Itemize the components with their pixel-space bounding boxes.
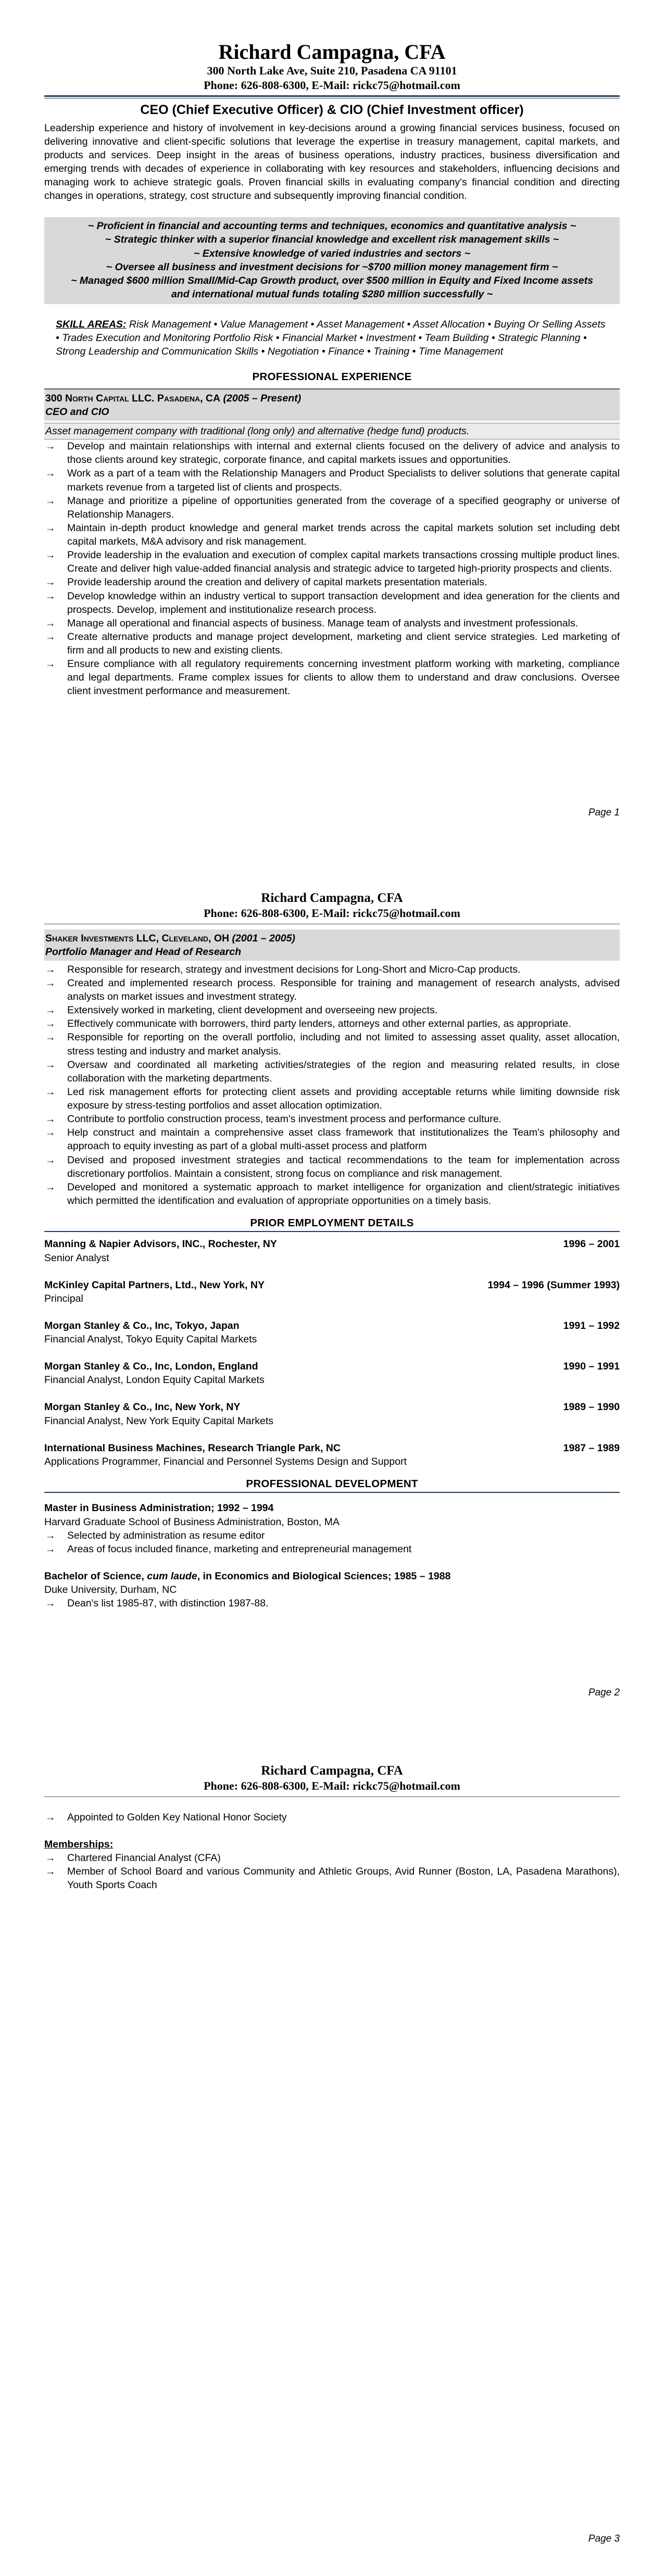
job-description: Asset management company with traditional (long only) and alternative (hedge fund) products.	[44, 423, 620, 439]
list-item	[44, 617, 620, 630]
bullet-text: Extensively worked in marketing, client development and overseeing new projects.	[67, 1004, 438, 1016]
page-2	[0, 854, 664, 1713]
school: Duke University, Durham, NC	[44, 1584, 177, 1596]
arrow-icon: →	[45, 977, 56, 989]
section-divider	[44, 1492, 620, 1493]
arrow-icon: →	[45, 441, 56, 453]
list-item	[44, 521, 620, 548]
phone-email: Phone: 626-808-6300, E-Mail: rickc75@hotmail.com	[204, 1779, 460, 1792]
arrow-icon: →	[45, 1018, 56, 1030]
job-header	[44, 388, 620, 421]
education-bullets	[44, 1597, 620, 1610]
list-item	[44, 657, 620, 698]
job-dates: (2001 – 2005)	[232, 932, 295, 944]
employment-dates: 1991 – 1992	[563, 1320, 620, 1331]
list-item	[44, 1400, 620, 1427]
job-bullets	[44, 963, 620, 1208]
employment-dates: 1990 – 1991	[563, 1361, 620, 1373]
bullet-text: Dean's list 1985-87, with distinction 1987-88.	[67, 1598, 269, 1610]
arrow-icon: →	[45, 1181, 56, 1193]
bullet-text: Provide leadership around the creation and delivery of capital markets presentation materials.	[67, 576, 487, 588]
list-item	[44, 963, 620, 976]
bullet-text: Member of School Board and various Community and Athletic Groups, Avid Runner (Boston, LA, Pasadena Marathons), Youth Sports Coach	[67, 1865, 620, 1891]
bullet-text: Develop knowledge within an industry vertical to support transaction development and idea generation for the clients and prospects. Develop, implement and institutionalize research process.	[67, 590, 620, 615]
phone-email: Phone: 626-808-6300, E-Mail: rickc75@hotmail.com	[204, 907, 460, 920]
arrow-icon: →	[45, 495, 56, 507]
employer: Morgan Stanley & Co., Inc, London, England	[44, 1361, 258, 1373]
arrow-icon: →	[45, 1852, 56, 1864]
list-item	[44, 1180, 620, 1208]
arrow-icon: →	[45, 1127, 56, 1139]
list-item	[44, 1058, 620, 1085]
highlights-box	[44, 217, 620, 304]
address: 300 North Lake Ave, Suite 210, Pasadena CA 91101	[207, 64, 457, 77]
education-mba	[44, 1501, 620, 1556]
prior-employment-list	[44, 1237, 620, 1468]
skill-areas	[56, 318, 608, 358]
degree-text: , in Economics and Biological Sciences; 1985 – 1988	[197, 1570, 451, 1582]
list-item	[44, 630, 620, 657]
list-item	[44, 467, 620, 494]
arrow-icon: →	[45, 1113, 56, 1125]
page-1	[0, 0, 664, 854]
arrow-icon: →	[45, 1598, 56, 1610]
page-number: Page 1	[588, 807, 620, 818]
bullet-text: Led risk management efforts for protecting client assets and providing acceptable returns while limiting downside risk exposure by stress-testing portfolios and asset allocation optimization.	[67, 1086, 620, 1111]
list-item	[44, 1031, 620, 1058]
arrow-icon: →	[45, 468, 56, 480]
arrow-icon: →	[45, 1004, 56, 1016]
page-number: Page 3	[588, 2533, 620, 2544]
arrow-icon: →	[45, 1543, 56, 1555]
arrow-icon: →	[45, 1154, 56, 1166]
arrow-icon: →	[45, 658, 56, 670]
page-number: Page 2	[588, 1687, 620, 1698]
bullet-text: Maintain in-depth product knowledge and general market trends across the capital markets solution set including debt capital markets, M&A advisory and risk management.	[67, 522, 620, 548]
highlight-line: and international mutual funds totaling $280 million successfully ~	[171, 288, 493, 300]
list-item	[44, 1441, 620, 1468]
education-bs	[44, 1569, 620, 1610]
candidate-name: Richard Campagna, CFA	[261, 891, 403, 905]
list-item	[44, 1851, 620, 1865]
school: Harvard Graduate School of Business Administration, Boston, MA	[44, 1516, 340, 1528]
employment-role: Principal	[44, 1292, 83, 1304]
bullet-text: Develop and maintain relationships with internal and external clients focused on the delivery of advice and analysis to those clients around key strategic, corporate finance, and capital markets issues and opportunities.	[67, 441, 620, 466]
job-company: 300 North Capital LLC. Pasadena, CA	[45, 392, 221, 404]
employment-role: Senior Analyst	[44, 1252, 109, 1264]
arrow-icon: →	[45, 1086, 56, 1098]
list-item	[44, 1003, 620, 1017]
list-item	[44, 1017, 620, 1031]
bullet-text: Provide leadership in the evaluation and execution of complex capital markets transactions crossing multiple product lines. Create and deliver high value-added financial analysis and strategic advice to targeted high-priority prospects and clients.	[67, 549, 620, 575]
employment-dates: 1987 – 1989	[563, 1442, 620, 1454]
job-title: CEO and CIO	[45, 406, 109, 418]
employment-dates: 1996 – 2001	[563, 1238, 620, 1250]
bullet-text: Work as a part of a team with the Relationship Managers and Product Specialists to deliver solutions that generate capital markets revenue from a targeted list of clients and prospects.	[67, 468, 620, 493]
summary: Leadership experience and history of involvement in key-decisions around a growing financial services business, focused on delivering innovative and client-specific solutions that leverage the expertise in treasury management, capital markets, and products and services. Deep insight in the areas of business operations, industry practices, business diversification and emerging trends with decades of experience in collaborating with key resources and stakeholders, influencing decisions and managing work to achieve strategic goals. Proven financial skills in evaluating company's financial condition and directing changes in operations, strategy, cost structure and subsequently improving financial condition.	[44, 122, 620, 202]
employment-role: Financial Analyst, Tokyo Equity Capital Markets	[44, 1334, 257, 1346]
candidate-name: Richard Campagna, CFA	[218, 40, 446, 64]
bullet-text: Responsible for research, strategy and investment decisions for Long-Short and Micro-Cap products.	[67, 963, 521, 975]
arrow-icon: →	[45, 1865, 56, 1877]
job-header	[44, 929, 620, 961]
page-3-content	[44, 1763, 620, 1892]
bullet-text: Appointed to Golden Key National Honor Society	[67, 1811, 287, 1823]
list-item	[44, 976, 620, 1003]
job-title: Portfolio Manager and Head of Research	[45, 946, 241, 958]
job-bullets	[44, 439, 620, 698]
section-title-professional-development: PROFESSIONAL DEVELOPMENT	[246, 1477, 418, 1490]
bullet-text: Help construct and maintain a comprehensive asset class framework that institutionalizes the Team's philosophy and approach to equity investing as part of a global multi-asset process and platform	[67, 1127, 620, 1152]
employer: International Business Machines, Research Triangle Park, NC	[44, 1442, 341, 1454]
list-item	[44, 575, 620, 589]
arrow-icon: →	[45, 1529, 56, 1541]
employer: Morgan Stanley & Co., Inc, New York, NY	[44, 1401, 241, 1413]
list-item	[44, 1319, 620, 1346]
employment-role: Financial Analyst, London Equity Capital Markets	[44, 1374, 265, 1386]
degree-honors: cum laude	[147, 1570, 197, 1582]
list-item	[44, 494, 620, 521]
list-item	[44, 1112, 620, 1126]
bullet-text: Effectively communicate with borrowers, third party lenders, attorneys and other external parties, as appropriate.	[67, 1018, 571, 1030]
arrow-icon: →	[45, 590, 56, 602]
memberships-list	[44, 1851, 620, 1892]
highlight-line: ~ Proficient in financial and accounting terms and techniques, economics and quantitative analysis ~	[87, 220, 577, 232]
list-item	[44, 1811, 620, 1824]
page-3	[0, 1713, 664, 2576]
list-item	[44, 548, 620, 575]
employer: Manning & Napier Advisors, INC., Rochester, NY	[44, 1238, 277, 1250]
bullet-text: Areas of focus included finance, marketing and entrepreneurial management	[67, 1543, 412, 1555]
employment-role: Applications Programmer, Financial and Personnel Systems Design and Support	[44, 1455, 407, 1467]
bullet-text: Oversaw and coordinated all marketing activities/strategies of the region and measuring related results, in close collaboration with the marketing departments.	[67, 1059, 620, 1084]
bullet-text: Contribute to portfolio construction process, team's investment process and performance culture.	[67, 1113, 502, 1125]
employment-role: Financial Analyst, New York Equity Capital Markets	[44, 1415, 274, 1427]
page-1-content	[44, 0, 620, 698]
bullet-text: Chartered Financial Analyst (CFA)	[67, 1852, 221, 1864]
candidate-name: Richard Campagna, CFA	[261, 1764, 403, 1778]
list-item	[44, 1542, 620, 1556]
arrow-icon: →	[45, 1811, 56, 1823]
arrow-icon: →	[45, 631, 56, 643]
headline: CEO (Chief Executive Officer) & CIO (Chief Investment officer)	[140, 103, 524, 117]
highlight-line: ~ Managed $600 million Small/Mid-Cap Growth product, over $500 million in Equity and Fixed Income assets	[71, 274, 593, 286]
bullet-text: Manage all operational and financial aspects of business. Manage team of analysts and investment professionals.	[67, 617, 578, 629]
bullet-text: Devised and proposed investment strategies and tactical recommendations to the team for implementation across discretionary portfolios. Maintain a consistent, strong focus on compliance and risk management.	[67, 1154, 620, 1179]
header-divider	[44, 95, 620, 98]
arrow-icon: →	[45, 1032, 56, 1044]
employment-dates: 1989 – 1990	[563, 1401, 620, 1413]
list-item	[44, 1278, 620, 1305]
bullet-text: Responsible for reporting on the overall portfolio, including and not limited to assessing asset quality, asset allocation, stress testing and industry and market analysis.	[67, 1032, 620, 1057]
header-divider	[44, 1796, 620, 1797]
page-2-content	[44, 890, 620, 1610]
degree	[44, 1569, 620, 1583]
education-bullets	[44, 1529, 620, 1556]
arrow-icon: →	[45, 576, 56, 588]
list-item	[44, 1237, 620, 1264]
skill-areas-label: SKILL AREAS:	[56, 319, 127, 330]
highlight-line: ~ Extensive knowledge of varied industries and sectors ~	[193, 247, 471, 259]
list-item	[44, 1597, 620, 1610]
list-item	[44, 1360, 620, 1387]
list-item	[44, 1153, 620, 1180]
list-item	[44, 1085, 620, 1112]
degree: Master in Business Administration; 1992 – 1994	[44, 1502, 274, 1514]
list-item	[44, 589, 620, 617]
list-item	[44, 1865, 620, 1892]
section-divider	[44, 1231, 620, 1232]
employer: Morgan Stanley & Co., Inc, Tokyo, Japan	[44, 1320, 240, 1331]
employer: McKinley Capital Partners, Ltd., New York, NY	[44, 1279, 265, 1291]
section-title-experience: PROFESSIONAL EXPERIENCE	[252, 371, 412, 383]
list-item	[44, 439, 620, 467]
skill-areas-text: Risk Management • Value Management • Asset Management • Asset Allocation • Buying Or Selling Assets • Trades Execution and Monitoring Portfolio Risk • Financial Market • Investment • Team Building • Strategic Planning • Strong Leadership and Communication Skills • Negotiation • Finance • Training • Time Management	[56, 319, 606, 358]
education-bullets-continued	[44, 1811, 620, 1824]
bullet-text: Create alternative products and manage project development, marketing and client service strategies. Led marketing of firm and all products to new and existing clients.	[67, 631, 620, 657]
job-company: Shaker Investments LLC, Cleveland, OH	[45, 932, 230, 944]
arrow-icon: →	[45, 617, 56, 629]
job-dates: (2005 – Present)	[223, 392, 302, 404]
bullet-text: Selected by administration as resume editor	[67, 1529, 265, 1541]
degree-text: Bachelor of Science,	[44, 1570, 147, 1582]
arrow-icon: →	[45, 549, 56, 561]
list-item	[44, 1529, 620, 1542]
phone-email: Phone: 626-808-6300, E-Mail: rickc75@hotmail.com	[204, 78, 460, 92]
bullet-text: Ensure compliance with all regulatory requirements concerning investment platform working with marketing, compliance and legal departments. Frame complex issues for clients to allow them to understand and draw conclusions. Oversee client investment performance and measurement.	[67, 658, 620, 697]
arrow-icon: →	[45, 522, 56, 534]
bullet-text: Developed and monitored a systematic approach to market intelligence for organization and client/strategic initiatives which permitted the identification and evaluation of appropriate opportunities on a timely basis.	[67, 1181, 620, 1207]
list-item	[44, 1126, 620, 1153]
highlight-line: ~ Oversee all business and investment decisions for ~$700 million money management firm ~	[106, 261, 558, 273]
bullet-text: Created and implemented research process. Responsible for training and management of research analysts, advised analysts on market issues and investment strategy.	[67, 977, 620, 1002]
highlight-line: ~ Strategic thinker with a superior financial knowledge and excellent risk management skills ~	[105, 234, 559, 246]
bullet-text: Manage and prioritize a pipeline of opportunities generated from the coverage of a specified geography or universe of Relationship Managers.	[67, 495, 620, 520]
arrow-icon: →	[45, 1059, 56, 1071]
employment-dates: 1994 – 1996 (Summer 1993)	[487, 1279, 620, 1291]
section-title-prior-employment: PRIOR EMPLOYMENT DETAILS	[250, 1217, 414, 1229]
arrow-icon: →	[45, 963, 56, 975]
memberships-title: Memberships:	[44, 1838, 114, 1850]
